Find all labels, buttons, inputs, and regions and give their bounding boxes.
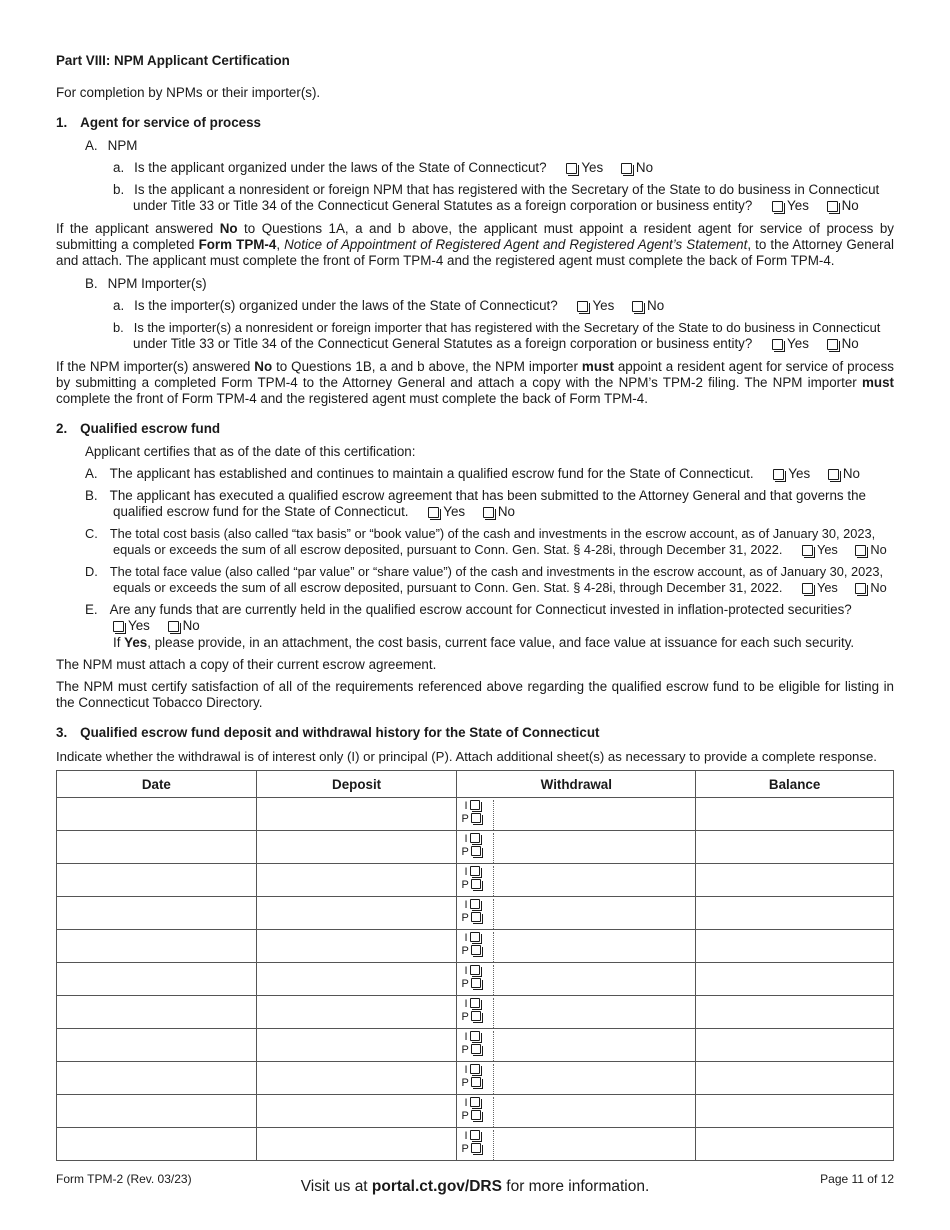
question-1b-b-line1: b. Is the importer(s) a nonresident or foreign importer that has registered with the Secretary of the State to do business in Connecticut [113,320,881,335]
interest-option[interactable]: I [461,965,493,978]
checkbox-icon[interactable] [470,965,480,975]
principal-option[interactable]: P [461,1143,493,1156]
date-cell[interactable] [57,1029,257,1062]
balance-cell[interactable] [696,798,894,831]
checkbox-icon[interactable] [470,866,480,876]
table-row [57,963,894,996]
balance-cell[interactable] [696,1095,894,1128]
ip-selector [461,932,494,962]
principal-option[interactable]: P [461,978,493,991]
date-cell[interactable] [57,930,257,963]
checkbox-icon[interactable] [470,1130,480,1140]
interest-option[interactable]: I [461,1064,493,1077]
question-2b-line2: qualified escrow fund for the State of Connecticut. Yes No [113,504,515,519]
principal-option[interactable]: P [461,879,493,892]
checkbox-icon[interactable] [855,545,866,556]
date-cell[interactable] [57,1128,257,1161]
ip-selector [461,1031,494,1061]
table-row [57,930,894,963]
question-2c-line2: equals or exceeds the sum of all escrow deposited, pursuant to Conn. Gen. Stat. § 4-28i, through December 31, 2022. Yes No [113,542,887,557]
interest-option[interactable]: I [461,866,493,879]
part-title: Part VIII: NPM Applicant Certification [56,53,290,68]
checkbox-icon[interactable] [471,846,481,856]
deposit-cell[interactable] [256,1095,457,1128]
ip-selector [461,866,494,896]
table-row [57,1062,894,1095]
checkbox-icon[interactable] [773,469,784,480]
principal-option[interactable]: P [461,1077,493,1090]
interest-option[interactable]: I [461,1130,493,1143]
deposit-cell[interactable] [256,996,457,1029]
balance-cell[interactable] [696,864,894,897]
withdrawal-cell[interactable] [457,963,696,996]
form-id: Form TPM-2 (Rev. 03/23) [56,1172,192,1186]
checkbox-icon[interactable] [471,912,481,922]
principal-option[interactable]: P [461,813,493,826]
section-2-lead: Applicant certifies that as of the date of this certification: [85,444,416,459]
table-row [57,996,894,1029]
withdrawal-cell[interactable] [457,897,696,930]
question-1b-b-line2: under Title 33 or Title 34 of the Connecticut General Statutes as a foreign corporation or business entity? Yes No [133,336,859,351]
ip-selector [461,899,494,929]
question-1a-b-line1: b. Is the applicant a nonresident or foreign NPM that has registered with the Secretary of the State to do business in Connecticut [113,182,880,197]
section-3-lead: Indicate whether the withdrawal is of interest only (I) or principal (P). Attach additional sheet(s) as necessary to provide a complete response. [56,749,877,764]
principal-option[interactable]: P [461,1110,493,1123]
q1aa-no[interactable]: No [621,160,653,176]
section-1a-heading: A. NPM [85,138,138,153]
col-withdrawal: Withdrawal [457,771,696,798]
withdrawal-cell[interactable] [457,864,696,897]
interest-option[interactable]: I [461,800,493,813]
interest-option[interactable]: I [461,899,493,912]
q1ab-yes[interactable]: Yes [772,198,809,214]
col-date: Date [57,771,257,798]
interest-option[interactable]: I [461,998,493,1011]
certify-note: The NPM must certify satisfaction of all of the requirements referenced above regarding the qualified escrow fund to be eligible for listing in the Connecticut Tobacco Directory. [56,679,894,710]
deposit-cell[interactable] [256,1062,457,1095]
balance-cell[interactable] [696,831,894,864]
table-row [57,1128,894,1161]
checkbox-icon[interactable] [828,469,839,480]
withdrawal-cell[interactable] [457,1095,696,1128]
checkbox-icon[interactable] [802,545,813,556]
checkbox-icon[interactable] [113,621,124,632]
checkbox-icon[interactable] [471,1077,481,1087]
table-row [57,831,894,864]
checkbox-icon[interactable] [470,1031,480,1041]
checkbox-icon[interactable] [577,301,588,312]
checkbox-icon[interactable] [566,163,577,174]
balance-cell[interactable] [696,1029,894,1062]
checkbox-icon[interactable] [827,339,838,350]
withdrawal-cell[interactable] [457,1029,696,1062]
interest-option[interactable]: I [461,833,493,846]
q2b-no[interactable]: No [483,504,515,520]
q2d-yes[interactable]: Yes [802,580,838,596]
withdrawal-cell[interactable] [457,1128,696,1161]
checkbox-icon[interactable] [621,163,632,174]
interest-option[interactable]: I [461,932,493,945]
balance-cell[interactable] [696,897,894,930]
deposit-cell[interactable] [256,1128,457,1161]
ip-selector [461,998,494,1028]
q1ba-yes[interactable]: Yes [577,298,614,314]
date-cell[interactable] [57,897,257,930]
ip-selector [461,800,494,830]
ip-selector [461,1097,494,1127]
deposit-cell[interactable] [256,897,457,930]
deposit-cell[interactable] [256,831,457,864]
q2b-yes[interactable]: Yes [428,504,465,520]
question-1b-a: a. Is the importer(s) organized under the laws of the State of Connecticut? Yes No [113,298,665,313]
ip-selector [461,1064,494,1094]
section-1-heading: 1. Agent for service of process [56,115,262,130]
page-number: Page 11 of 12 [820,1172,894,1186]
balance-cell[interactable] [696,1128,894,1161]
checkbox-icon[interactable] [772,201,783,212]
withdrawal-cell[interactable] [457,996,696,1029]
note-1b: If the NPM importer(s) answered No to Questions 1B, a and b above, the NPM importer must appoint a resident agent for service of process by submitting a completed Form TPM-4 to the Attorney General and attach a copy with the NPM’s TPM-2 filing. The NPM importer must complete the front of Form TPM-4 and the registered agent must complete the back of Form TPM-4. [56,359,895,406]
question-2b-line1: B. The applicant has executed a qualified escrow agreement that has been submitted to the Attorney General and that governs the [85,488,866,503]
question-2e-line1: E. Are any funds that are currently held in the qualified escrow account for Connecticut invested in inflation-protected securities? [85,602,852,617]
interest-option[interactable]: I [461,1097,493,1110]
question-2d-line1: D. The total face value (also called “par value” or “share value”) of the cash and investments in the escrow account, as of January 30, 2023, [85,564,884,579]
checkbox-icon[interactable] [471,945,481,955]
question-2e-note: If Yes, please provide, in an attachment, the cost basis, current face value, and face value at issuance for each such security. [113,635,855,650]
table-row [57,798,894,831]
table-row [57,1095,894,1128]
drs-link[interactable]: portal.ct.gov/DRS [371,1178,502,1195]
principal-option[interactable]: P [461,912,493,925]
checkbox-icon[interactable] [168,621,179,632]
q1ba-no[interactable]: No [632,298,664,314]
q2c-yes[interactable]: Yes [802,542,838,558]
ip-selector [461,833,494,863]
withdrawal-cell[interactable] [457,798,696,831]
balance-cell[interactable] [696,996,894,1029]
principal-option[interactable]: P [461,945,493,958]
principal-option[interactable]: P [461,846,493,859]
q1bb-no[interactable]: No [827,336,859,352]
visit-line: Visit us at portal.ct.gov/DRS for more information. [300,1178,650,1195]
checkbox-icon[interactable] [471,813,481,823]
checkbox-icon[interactable] [632,301,643,312]
ip-selector [461,965,494,995]
checkbox-icon[interactable] [471,1143,481,1153]
deposit-cell[interactable] [256,798,457,831]
question-2a: A. The applicant has established and continues to maintain a qualified escrow fund for the State of Connecticut. Yes No [85,466,861,481]
checkbox-icon[interactable] [470,998,480,1008]
withdrawal-cell[interactable] [457,1062,696,1095]
col-deposit: Deposit [256,771,457,798]
checkbox-icon[interactable] [855,583,866,594]
checkbox-icon[interactable] [470,932,480,942]
date-cell[interactable] [57,798,257,831]
question-1a-b-line2: under Title 33 or Title 34 of the Connecticut General Statutes as a foreign corporation or business entity? Yes No [133,198,859,213]
ip-selector [461,1130,494,1160]
q2a-yes[interactable]: Yes [773,466,810,482]
checkbox-icon[interactable] [470,1064,480,1074]
question-2d-line2: equals or exceeds the sum of all escrow deposited, pursuant to Conn. Gen. Stat. § 4-28i, through December 31, 2022. Yes No [113,580,887,595]
checkbox-icon[interactable] [471,978,481,988]
checkbox-icon[interactable] [428,507,439,518]
q2a-no[interactable]: No [828,466,860,482]
balance-cell[interactable] [696,963,894,996]
deposit-cell[interactable] [256,1029,457,1062]
escrow-history-table [56,770,894,1161]
q2e-yes[interactable]: Yes [113,618,150,634]
checkbox-icon[interactable] [471,1011,481,1021]
deposit-cell[interactable] [256,963,457,996]
question-2e-options [113,618,200,634]
checkbox-icon[interactable] [827,201,838,212]
checkbox-icon[interactable] [802,583,813,594]
table-row [57,864,894,897]
section-3-heading: 3. Qualified escrow fund deposit and withdrawal history for the State of Connecticut [56,725,600,740]
table-row [57,897,894,930]
q2c-no[interactable]: No [855,542,886,558]
checkbox-icon[interactable] [470,833,480,843]
date-cell[interactable] [57,963,257,996]
balance-cell[interactable] [696,930,894,963]
checkbox-icon[interactable] [471,879,481,889]
checkbox-icon[interactable] [483,507,494,518]
table-row [57,1029,894,1062]
balance-cell[interactable] [696,1062,894,1095]
question-1a-a: a. Is the applicant organized under the laws of the State of Connecticut? Yes No [113,160,654,175]
checkbox-icon[interactable] [471,1110,481,1120]
q2d-no[interactable]: No [855,580,886,596]
checkbox-icon[interactable] [470,800,480,810]
q2e-no[interactable]: No [168,618,200,634]
date-cell[interactable] [57,996,257,1029]
section-2-heading: 2. Qualified escrow fund [56,421,221,436]
date-cell[interactable] [57,831,257,864]
date-cell[interactable] [57,864,257,897]
q1bb-yes[interactable]: Yes [772,336,809,352]
section-1b-heading: B. NPM Importer(s) [85,276,207,291]
principal-option[interactable]: P [461,1044,493,1057]
intro-text: For completion by NPMs or their importer(s). [56,85,321,100]
checkbox-icon[interactable] [470,899,480,909]
attach-note: The NPM must attach a copy of their current escrow agreement. [56,657,437,672]
table-header-row [57,771,894,798]
date-cell[interactable] [57,1062,257,1095]
checkbox-icon[interactable] [470,1097,480,1107]
checkbox-icon[interactable] [471,1044,481,1054]
question-2c-line1: C. The total cost basis (also called “tax basis” or “book value”) of the cash and investments in the escrow account, as of January 30, 2023, [85,526,876,541]
col-balance: Balance [696,771,894,798]
principal-option[interactable]: P [461,1011,493,1024]
deposit-cell[interactable] [256,930,457,963]
q1ab-no[interactable]: No [827,198,859,214]
q1aa-yes[interactable]: Yes [566,160,603,176]
note-1a: If the applicant answered No to Questions 1A, a and b above, the applicant must appoint a resident agent for service of process by submitting a completed Form TPM-4, Notice of Appointment of Registered Agent and Registered Agent’s Statement, to the Attorney General and attach. The applicant must complete the front of Form TPM-4 and the registered agent must complete the back of Form TPM-4. [56,221,894,268]
withdrawal-cell[interactable] [457,930,696,963]
interest-option[interactable]: I [461,1031,493,1044]
date-cell[interactable] [57,1095,257,1128]
deposit-cell[interactable] [256,864,457,897]
checkbox-icon[interactable] [772,339,783,350]
withdrawal-cell[interactable] [457,831,696,864]
